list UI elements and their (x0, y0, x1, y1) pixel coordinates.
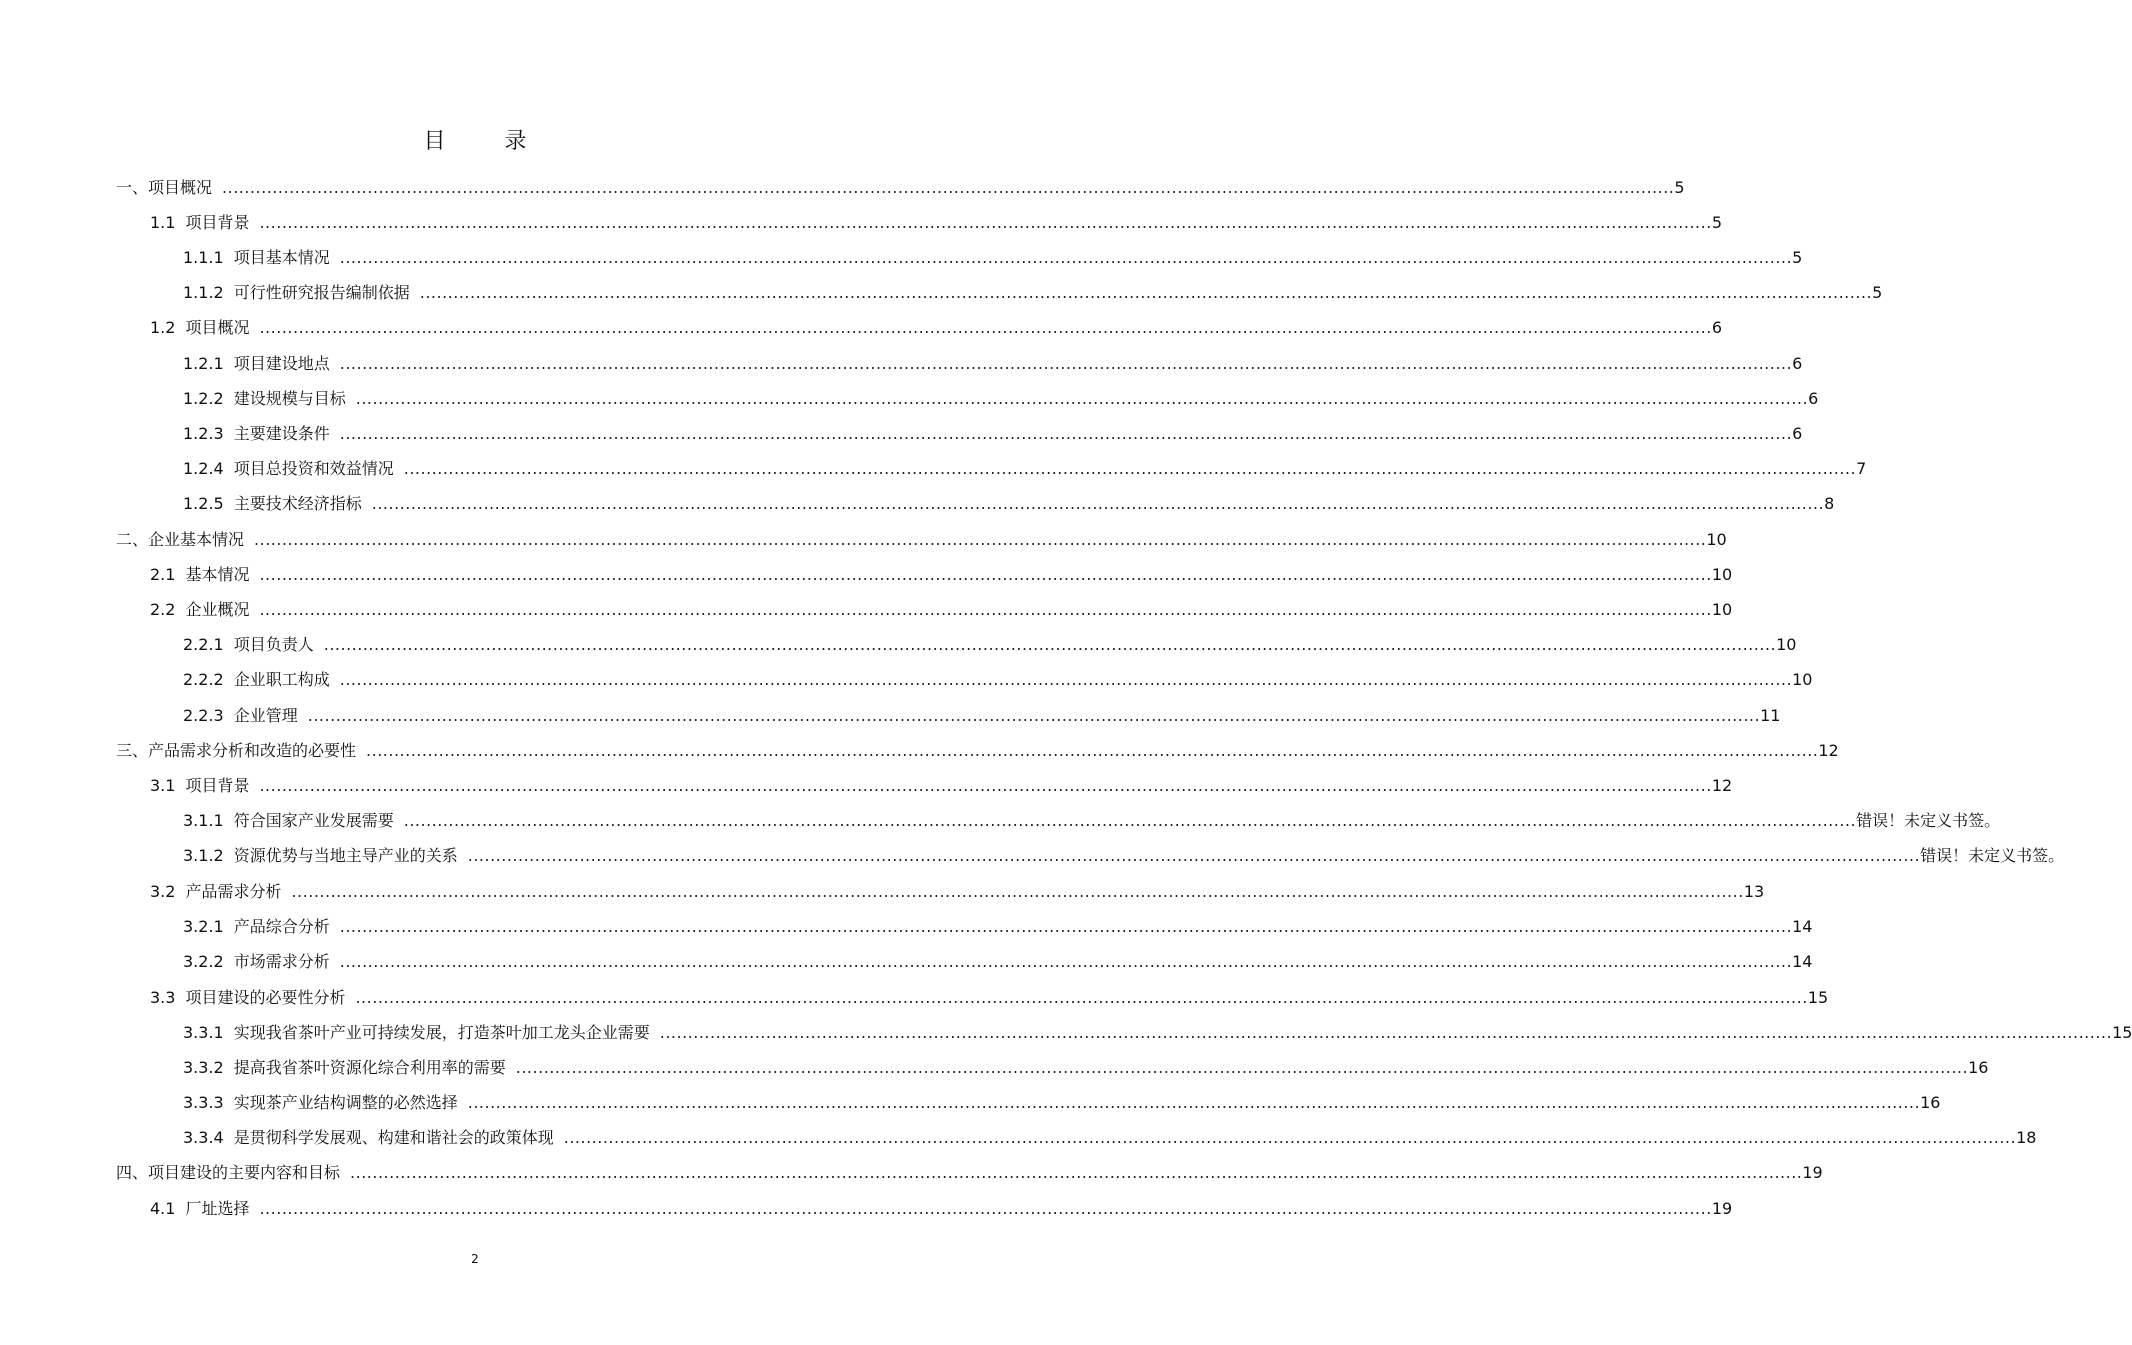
toc-dot-leader: .................................................................................................................................................................................................................................................................... (339, 248, 1793, 267)
toc-entry-title: 企业职工构成 (233, 670, 330, 689)
toc-entry[interactable] (183, 493, 1835, 515)
toc-entry-page: 6 (1792, 424, 1803, 443)
toc-entry-page: 5 (1674, 178, 1685, 197)
toc-entry[interactable] (150, 317, 1722, 339)
toc-entry-number: 3.1.1 (183, 811, 224, 830)
toc-entry-number: 1.2 (150, 318, 176, 337)
toc-entry[interactable] (183, 423, 1803, 445)
toc-entry[interactable] (116, 1162, 1823, 1184)
toc-entry-page: 16 (1920, 1093, 1941, 1112)
toc-dot-leader: .................................................................................................................................................................................................................................................................... (259, 1199, 1712, 1218)
toc-dot-leader: .................................................................................................................................................................................................................................................................... (222, 178, 1675, 197)
toc-entry-page: 12 (1818, 741, 1839, 760)
toc-dot-leader: .................................................................................................................................................................................................................................................................... (350, 1163, 1803, 1182)
toc-entry-page: 14 (1792, 952, 1813, 971)
toc-entry-title: 项目建设地点 (233, 354, 330, 373)
toc-entry[interactable] (183, 458, 1867, 480)
toc-entry-number: 2.2.2 (183, 670, 224, 689)
toc-entry-title: 资源优势与当地主导产业的关系 (233, 846, 458, 865)
toc-entry-title: 企业管理 (233, 706, 298, 725)
toc-entry-page: 5 (1711, 213, 1722, 232)
toc-entry[interactable] (150, 212, 1722, 234)
toc-entry-title: 产品需求分析和改造的必要性 (148, 741, 357, 760)
toc-dot-leader: .................................................................................................................................................................................................................................................................... (339, 952, 1793, 971)
toc-entry-page: 8 (1824, 494, 1835, 513)
toc-entry-number: 3.3.3 (183, 1093, 224, 1112)
toc-dot-leader: .................................................................................................................................................................................................................................................................... (355, 389, 1809, 408)
toc-entry-number: 2.2.3 (183, 706, 224, 725)
toc-entry-page: 10 (1792, 670, 1813, 689)
toc-dot-leader: .................................................................................................................................................................................................................................................................... (291, 882, 1744, 901)
toc-entry-number: 3.3.2 (183, 1058, 224, 1077)
toc-entry-page: 19 (1711, 1199, 1733, 1218)
toc-entry-page: 6 (1792, 354, 1803, 373)
toc-entry-number: 二、 (116, 530, 149, 549)
toc-entry-title: 基本情况 (185, 565, 250, 584)
toc-entry[interactable] (183, 1022, 2132, 1044)
toc-entry[interactable] (116, 740, 1839, 762)
toc-entry-number: 三、 (116, 741, 149, 760)
toc-entry-title: 项目建设的必要性分析 (185, 988, 346, 1007)
toc-entry-number: 3.3.1 (183, 1023, 224, 1042)
toc-entry[interactable] (183, 669, 1813, 691)
toc-entry-page: 15 (2112, 1023, 2132, 1042)
toc-entry-number: 1.1.1 (183, 248, 224, 267)
toc-dot-leader: .................................................................................................................................................................................................................................................................... (371, 494, 1825, 513)
toc-dot-leader: .................................................................................................................................................................................................................................................................... (355, 988, 1808, 1007)
toc-entry-number: 3.1 (150, 776, 176, 795)
toc-dot-leader: .................................................................................................................................................................................................................................................................... (366, 741, 1819, 760)
toc-entry-page: 6 (1711, 318, 1722, 337)
toc-entry[interactable] (150, 1198, 1733, 1220)
toc-entry-title: 项目概况 (148, 178, 213, 197)
toc-dot-leader: .................................................................................................................................................................................................................................................................... (254, 530, 1707, 549)
toc-entry-title: 厂址选择 (185, 1199, 250, 1218)
toc-entry[interactable] (116, 177, 1685, 199)
toc-entry-page: 10 (1706, 530, 1727, 549)
toc-entry-number: 1.2.4 (183, 459, 224, 478)
toc-entry-title: 符合国家产业发展需要 (233, 811, 394, 830)
toc-entry-title: 企业概况 (185, 600, 250, 619)
toc-dot-leader: .................................................................................................................................................................................................................................................................... (339, 670, 1793, 689)
toc-entry-title: 项目总投资和效益情况 (233, 459, 394, 478)
toc-entry-title: 产品综合分析 (233, 917, 330, 936)
toc-entry-number: 1.2.2 (183, 389, 224, 408)
toc-entry-title: 是贯彻科学发展观、构建和谐社会的政策体现 (233, 1128, 554, 1147)
toc-entry-number: 3.1.2 (183, 846, 224, 865)
toc-dot-leader: .................................................................................................................................................................................................................................................................... (339, 917, 1793, 936)
toc-entry-number: 2.2.1 (183, 635, 224, 654)
toc-entry-number: 4.1 (150, 1199, 176, 1218)
toc-entry-page: 18 (2016, 1128, 2037, 1147)
toc-dot-leader: .................................................................................................................................................................................................................................................................... (419, 283, 1873, 302)
toc-dot-leader: .................................................................................................................................................................................................................................................................... (259, 318, 1712, 337)
toc-entry-page: 6 (1808, 389, 1819, 408)
toc-dot-leader: .................................................................................................................................................................................................................................................................... (467, 1093, 1921, 1112)
toc-entry-title: 提高我省茶叶资源化综合利用率的需要 (233, 1058, 506, 1077)
toc-dot-leader: .................................................................................................................................................................................................................................................................... (259, 213, 1712, 232)
toc-entry-number: 1.2.1 (183, 354, 224, 373)
toc-entry[interactable] (183, 705, 1781, 727)
toc-entry-page: 11 (1760, 706, 1781, 725)
toc-dot-leader: .................................................................................................................................................................................................................................................................... (339, 424, 1793, 443)
toc-dot-leader: .................................................................................................................................................................................................................................................................... (515, 1058, 1969, 1077)
toc-entry-page: 10 (1711, 565, 1733, 584)
toc-entry[interactable] (183, 1092, 1941, 1114)
toc-entry[interactable] (183, 845, 2065, 867)
toc-entry-page: 10 (1776, 635, 1797, 654)
toc-entry-title: 项目概况 (185, 318, 250, 337)
page-title: 目 录 (423, 129, 553, 154)
toc-entry-title: 企业基本情况 (148, 530, 245, 549)
toc-entry-title: 项目背景 (185, 776, 250, 795)
toc-entry-number: 3.2 (150, 882, 176, 901)
toc-entry[interactable] (183, 916, 1813, 938)
toc-dot-leader: .................................................................................................................................................................................................................................................................... (339, 354, 1793, 373)
toc-dot-leader: .................................................................................................................................................................................................................................................................... (659, 1023, 2113, 1042)
toc-entry-title: 实现茶产业结构调整的必然选择 (233, 1093, 458, 1112)
toc-entry-page: 5 (1872, 283, 1883, 302)
toc-entry[interactable] (183, 353, 1803, 375)
toc-entry-page: 错误！未定义书签。 (1920, 846, 2065, 865)
toc-entry[interactable] (183, 388, 1819, 410)
toc-dot-leader: .................................................................................................................................................................................................................................................................... (467, 846, 1921, 865)
toc-entry-page: 19 (1802, 1163, 1823, 1182)
toc-entry-title: 市场需求分析 (233, 952, 330, 971)
toc-entry-title: 项目基本情况 (233, 248, 330, 267)
toc-entry[interactable] (183, 1057, 1989, 1079)
toc-entry[interactable] (150, 881, 1765, 903)
toc-entry-number: 3.3.4 (183, 1128, 224, 1147)
toc-entry-page: 12 (1711, 776, 1733, 795)
toc-dot-leader: .................................................................................................................................................................................................................................................................... (259, 776, 1712, 795)
toc-entry-page: 15 (1807, 988, 1829, 1007)
toc-entry-title: 产品需求分析 (185, 882, 282, 901)
toc-dot-leader: .................................................................................................................................................................................................................................................................... (403, 459, 1857, 478)
toc-entry[interactable] (150, 564, 1733, 586)
toc-entry-title: 建设规模与目标 (233, 389, 346, 408)
toc-entry-title: 可行性研究报告编制依据 (233, 283, 410, 302)
toc-entry[interactable] (183, 1127, 2037, 1149)
toc-entry-title: 项目负责人 (233, 635, 314, 654)
toc-dot-leader: .................................................................................................................................................................................................................................................................... (259, 565, 1712, 584)
toc-entry-number: 一、 (116, 178, 149, 197)
toc-entry-number: 3.2.2 (183, 952, 224, 971)
toc-dot-leader: .................................................................................................................................................................................................................................................................... (259, 600, 1712, 619)
toc-entry-number: 1.1 (150, 213, 176, 232)
toc-entry-page: 错误！未定义书签。 (1856, 811, 2001, 830)
page-number: 2 (471, 1252, 479, 1266)
toc-entry-number: 2.1 (150, 565, 176, 584)
toc-entry-number: 3.3 (150, 988, 176, 1007)
toc-entry[interactable] (150, 599, 1733, 621)
toc-entry[interactable] (150, 775, 1733, 797)
toc-entry-page: 14 (1792, 917, 1813, 936)
toc-dot-leader: .................................................................................................................................................................................................................................................................... (323, 635, 1777, 654)
toc-entry-number: 1.2.5 (183, 494, 224, 513)
toc-entry-title: 主要技术经济指标 (233, 494, 362, 513)
toc-entry[interactable] (116, 529, 1727, 551)
toc-entry-title: 主要建设条件 (233, 424, 330, 443)
toc-entry[interactable] (183, 634, 1797, 656)
toc-entry[interactable] (183, 282, 1883, 304)
toc-entry-number: 四、 (116, 1163, 149, 1182)
toc-entry-number: 3.2.1 (183, 917, 224, 936)
toc-entry-number: 2.2 (150, 600, 176, 619)
toc-entry-title: 项目背景 (185, 213, 250, 232)
toc-entry[interactable] (183, 951, 1813, 973)
toc-entry-title: 实现我省茶叶产业可持续发展，打造茶叶加工龙头企业需要 (233, 1023, 650, 1042)
toc-dot-leader: .................................................................................................................................................................................................................................................................... (403, 811, 1857, 830)
toc-entry-page: 7 (1856, 459, 1867, 478)
toc-entry[interactable] (150, 987, 1829, 1009)
toc-entry-page: 10 (1711, 600, 1733, 619)
toc-entry-page: 13 (1743, 882, 1765, 901)
toc-dot-leader: .................................................................................................................................................................................................................................................................... (563, 1128, 2017, 1147)
toc-entry[interactable] (183, 810, 2001, 832)
toc-entry-page: 5 (1792, 248, 1803, 267)
toc-entry-number: 1.2.3 (183, 424, 224, 443)
toc-entry-number: 1.1.2 (183, 283, 224, 302)
toc-entry-title: 项目建设的主要内容和目标 (148, 1163, 341, 1182)
toc-entry-page: 16 (1968, 1058, 1989, 1077)
toc-dot-leader: .................................................................................................................................................................................................................................................................... (307, 706, 1761, 725)
toc-entry[interactable] (183, 247, 1803, 269)
